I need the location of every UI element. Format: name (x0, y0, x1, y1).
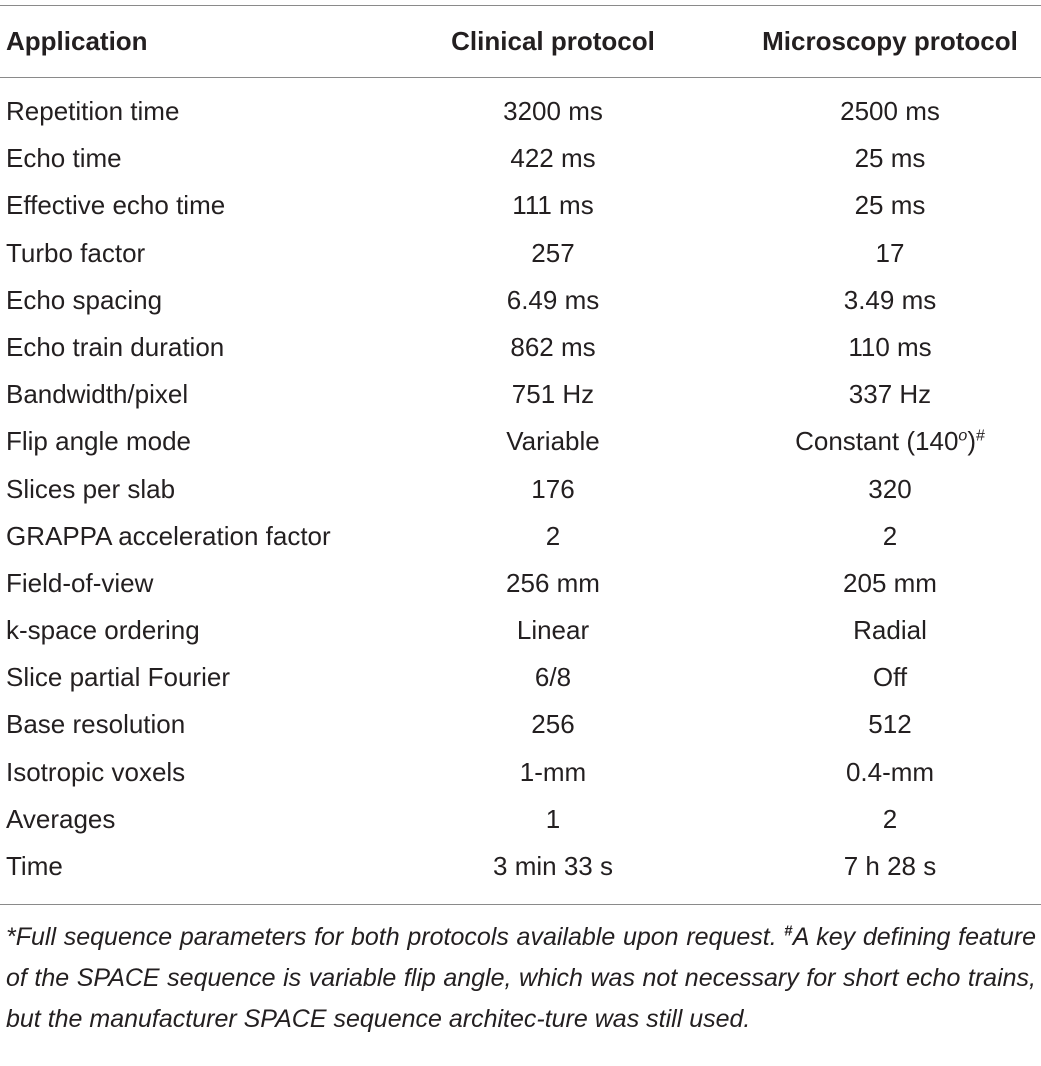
clinical-value: 6/8 (534, 662, 572, 693)
microscopy-value: 320 (868, 473, 912, 504)
header-application: Application (6, 26, 148, 56)
param-label: Echo train duration (6, 331, 225, 362)
clinical-value: 1-mm (519, 756, 587, 787)
table-body (0, 88, 1041, 890)
table-row (0, 796, 1041, 843)
param-label: Repetition time (6, 96, 180, 126)
clinical-value: 862 ms (510, 331, 596, 362)
table-row (0, 560, 1041, 607)
table-row (0, 513, 1041, 560)
clinical-value: 422 ms (510, 143, 596, 174)
table-row (0, 88, 1041, 135)
microscopy-value: 205 mm (843, 567, 937, 598)
clinical-value: 751 Hz (511, 379, 595, 410)
clinical-value: 3 min 33 s (493, 851, 613, 881)
footnote-mark: # (976, 427, 985, 445)
table-row (0, 324, 1041, 371)
microscopy-value: Off (872, 662, 908, 693)
microscopy-value: 3.49 ms (843, 284, 937, 315)
clinical-value: 2 (545, 520, 561, 551)
clinical-value: 3200 ms (503, 96, 603, 126)
table-header-rule (0, 77, 1041, 78)
param-label: Echo time (6, 143, 122, 174)
table-row (0, 135, 1041, 182)
table-row (0, 418, 1041, 465)
param-label: Averages (6, 803, 116, 834)
microscopy-value: 7 h 28 s (843, 851, 937, 881)
clinical-value: Variable (506, 426, 600, 457)
microscopy-value: Radial (853, 615, 927, 646)
param-label: Echo spacing (6, 284, 163, 315)
header-microscopy-protocol: Microscopy protocol (762, 26, 1018, 56)
microscopy-value: 2500 ms (840, 96, 940, 126)
clinical-value: 256 mm (506, 567, 600, 598)
microscopy-value: 25 ms (854, 143, 926, 174)
param-label: Base resolution (6, 709, 186, 740)
clinical-value: 6.49 ms (506, 284, 600, 315)
param-label: Slices per slab (6, 473, 176, 504)
table-header-row (0, 5, 1041, 77)
microscopy-value: 17 (875, 237, 905, 268)
microscopy-value: 2 (882, 520, 898, 551)
param-label: GRAPPA acceleration factor (6, 520, 331, 551)
clinical-value: 176 (531, 473, 575, 504)
table-row (0, 230, 1041, 277)
table-row (0, 371, 1041, 418)
param-label: k-space ordering (6, 615, 200, 646)
param-label: Flip angle mode (6, 426, 191, 457)
param-label: Isotropic voxels (6, 756, 186, 787)
table-row (0, 701, 1041, 748)
table-row (0, 277, 1041, 324)
param-label: Effective echo time (6, 190, 226, 221)
clinical-value: 257 (531, 237, 575, 268)
header-clinical-protocol: Clinical protocol (451, 26, 655, 56)
microscopy-value: 337 Hz (848, 379, 932, 410)
table-bottom-rule (0, 904, 1041, 905)
table-row (0, 607, 1041, 654)
table-footnote (6, 917, 1036, 1040)
param-label: Time (6, 851, 63, 881)
microscopy-value: 512 (868, 709, 912, 740)
clinical-value: 1 (545, 803, 561, 834)
param-label: Bandwidth/pixel (6, 379, 189, 410)
microscopy-value-main: Constant (140 (795, 426, 959, 457)
table-row (0, 182, 1041, 229)
microscopy-value-tail: ) (967, 426, 976, 457)
footnote-text-2: A key defining feature of the SPACE sequence is variable flip angle, which was not necessary for short echo trains, but the manufacturer SPACE sequence architec-ture was still used. (6, 923, 1036, 1033)
degree-superscript: o (958, 427, 968, 445)
table-row (0, 654, 1041, 701)
clinical-value: 256 (531, 709, 575, 740)
microscopy-value: 25 ms (854, 190, 926, 221)
microscopy-value (745, 426, 1035, 457)
footnote-text-1: *Full sequence parameters for both protocols available upon request. (6, 923, 777, 951)
table-row (0, 466, 1041, 513)
clinical-value: Linear (516, 615, 590, 646)
table-row (0, 749, 1041, 796)
microscopy-value: 0.4-mm (845, 756, 935, 787)
clinical-value: 111 ms (512, 190, 594, 221)
param-label: Slice partial Fourier (6, 662, 230, 693)
footnote-mark: # (784, 922, 793, 940)
param-label: Field-of-view (6, 567, 154, 598)
param-label: Turbo factor (6, 237, 146, 268)
microscopy-value: 2 (882, 803, 898, 834)
table-row (0, 843, 1041, 890)
microscopy-value: 110 ms (848, 331, 932, 362)
